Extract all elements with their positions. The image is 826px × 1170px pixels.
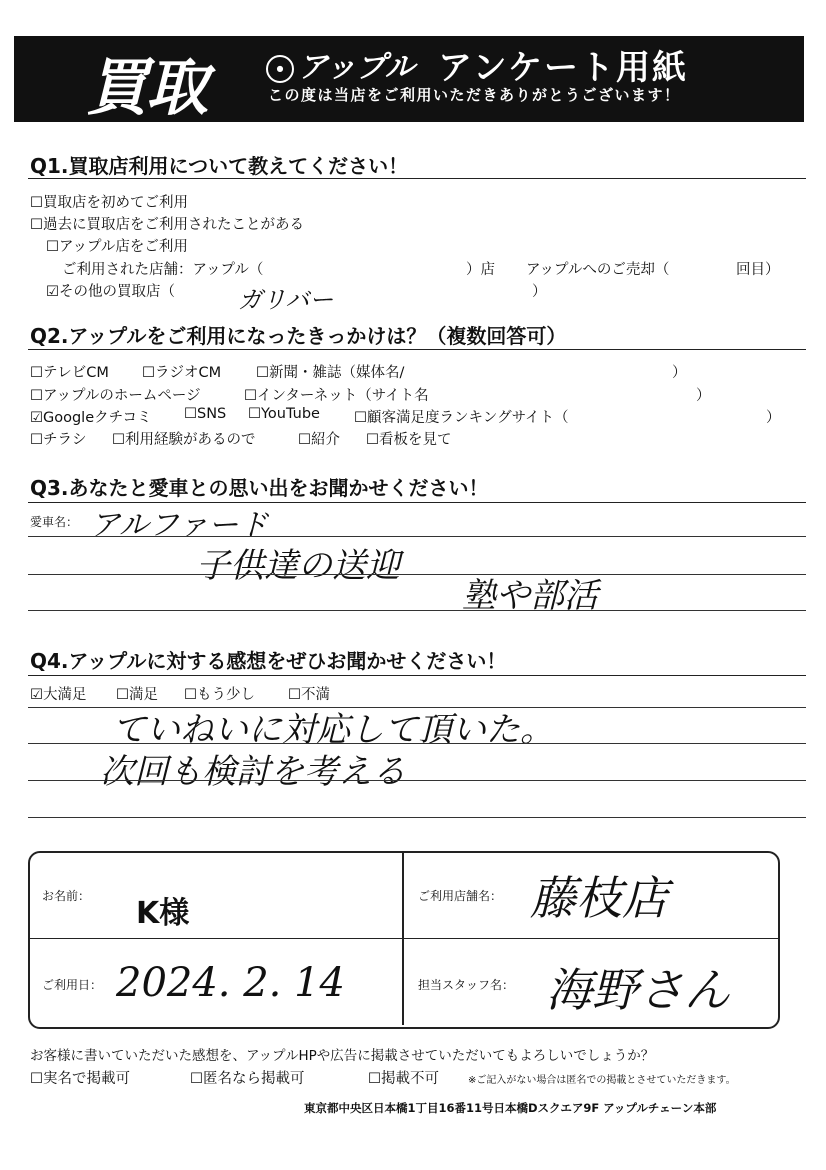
q4-satisfied[interactable]: ☐満足 xyxy=(116,687,158,703)
q4-line-4 xyxy=(28,817,806,818)
form-subtitle: この度は当店をご利用いただきありがとうございます！ xyxy=(268,86,681,104)
publish-note: ※ご記入がない場合は匿名での掲載とさせていただきます。 xyxy=(468,1075,736,1086)
q2-youtube[interactable]: ☐YouTube xyxy=(248,406,320,422)
q1-underline xyxy=(28,178,806,179)
q3-title: Q3.あなたと愛車との思い出をお聞かせください！ xyxy=(30,476,489,500)
form-title: アンケート用紙 xyxy=(438,48,688,88)
q4-somewhat[interactable]: ☐もう少し xyxy=(184,687,255,703)
kaitori-logo: 買取 xyxy=(86,51,207,124)
q2-flyer[interactable]: ☐チラシ xyxy=(30,432,87,448)
q2-tv-cm[interactable]: ☐テレビCM xyxy=(30,365,109,381)
q2-internet[interactable]: ☐インターネット（サイト名 xyxy=(244,388,429,404)
info-box-divider-v xyxy=(402,853,404,1025)
publish-not-allowed[interactable]: ☐掲載不可 xyxy=(368,1071,439,1087)
q1-option-previous[interactable]: ☐過去に買取店をご利用されたことがある xyxy=(30,217,304,233)
q1-option-other[interactable]: ☑その他の買取店（ xyxy=(46,284,175,300)
q2-ranking-close: ） xyxy=(766,410,781,426)
q3-line-1 xyxy=(28,536,806,537)
apple-circle-icon: ● xyxy=(266,55,294,83)
q3-car-name: アルファード xyxy=(90,508,269,543)
q4-title: Q4.アップルに対する感想をぜひお聞かせください！ xyxy=(30,649,507,673)
apple-logo xyxy=(266,42,415,86)
q1-other-suffix: ） xyxy=(532,284,547,300)
q2-newspaper-close: ） xyxy=(672,365,687,381)
q3-line-3 xyxy=(28,610,806,611)
q2-sns[interactable]: ☐SNS xyxy=(184,406,227,422)
header-banner xyxy=(14,36,804,122)
company-address: 東京都中央区日本橋1丁目16番11号日本橋Dスクエア9F アップルチェーン本部 xyxy=(304,1101,717,1115)
q2-radio-cm[interactable]: ☐ラジオCM xyxy=(142,365,222,381)
store-label: ご利用店舗名： xyxy=(418,889,503,903)
staff-label: 担当スタッフ名： xyxy=(418,978,515,992)
q1-option-apple-store[interactable]: ☐アップル店をご利用 xyxy=(46,239,188,255)
q4-unsatisfied[interactable]: ☐不満 xyxy=(288,687,330,703)
q2-referral[interactable]: ☐紹介 xyxy=(298,432,340,448)
date-label: ご利用日： xyxy=(42,978,103,992)
publish-anonymous[interactable]: ☐匿名なら掲載可 xyxy=(190,1071,305,1087)
publish-question: お客様に書いていただいた感想を、アップルHPや広告に掲載させていただいてもよろしいでしょうか？ xyxy=(30,1048,655,1064)
q1-sold-prefix: アップルへのご売却（ xyxy=(526,262,670,278)
q4-underline xyxy=(28,675,806,676)
q2-google-reviews[interactable]: ☑Googleクチコミ xyxy=(30,410,152,426)
q3-memory-2: 塾や部活 xyxy=(462,576,598,616)
q1-store-suffix: ）店 xyxy=(466,262,495,278)
info-box-divider-h xyxy=(30,938,778,939)
name-value: K様 xyxy=(136,896,190,931)
q1-sold-suffix: 回目） xyxy=(736,262,780,278)
q3-line-2 xyxy=(28,574,806,575)
apple-logo-text: アップル xyxy=(298,50,415,85)
q1-title: Q1.買取店利用について教えてください！ xyxy=(30,154,409,178)
q2-experience[interactable]: ☐利用経験があるので xyxy=(112,432,256,448)
q2-title: Q2.アップルをご利用になったきっかけは？（複数回答可） xyxy=(30,324,567,348)
q1-store-prefix: ご利用された店舗：アップル（ xyxy=(62,262,264,278)
q1-option-first-time[interactable]: ☐買取店を初めてご利用 xyxy=(30,195,188,211)
q3-car-label: 愛車名： xyxy=(30,515,79,529)
q3-memory-1: 子供達の送迎 xyxy=(196,546,400,586)
q2-internet-close: ） xyxy=(696,388,711,404)
q2-homepage[interactable]: ☐アップルのホームページ xyxy=(30,388,201,404)
q4-comment-2: 次回も検討を考える xyxy=(100,752,406,792)
publish-real-name[interactable]: ☐実名で掲載可 xyxy=(30,1071,130,1087)
q2-underline xyxy=(28,349,806,350)
date-value: 2024. 2. 14 xyxy=(116,960,346,1006)
q1-other-answer: ガリバー xyxy=(238,286,334,314)
q4-comment-1: ていねいに対応して頂いた。 xyxy=(112,710,554,750)
staff-value: 海野さん xyxy=(546,963,730,1017)
name-label: お名前： xyxy=(42,889,91,903)
q4-very-satisfied[interactable]: ☑大満足 xyxy=(30,687,87,703)
store-value: 藤枝店 xyxy=(530,871,668,925)
q2-newspaper[interactable]: ☐新聞・雑誌（媒体名/ xyxy=(256,365,405,381)
q2-signboard[interactable]: ☐看板を見て xyxy=(366,432,452,448)
q4-line-3 xyxy=(28,780,806,781)
q2-ranking-site[interactable]: ☐顧客満足度ランキングサイト（ xyxy=(354,410,569,426)
